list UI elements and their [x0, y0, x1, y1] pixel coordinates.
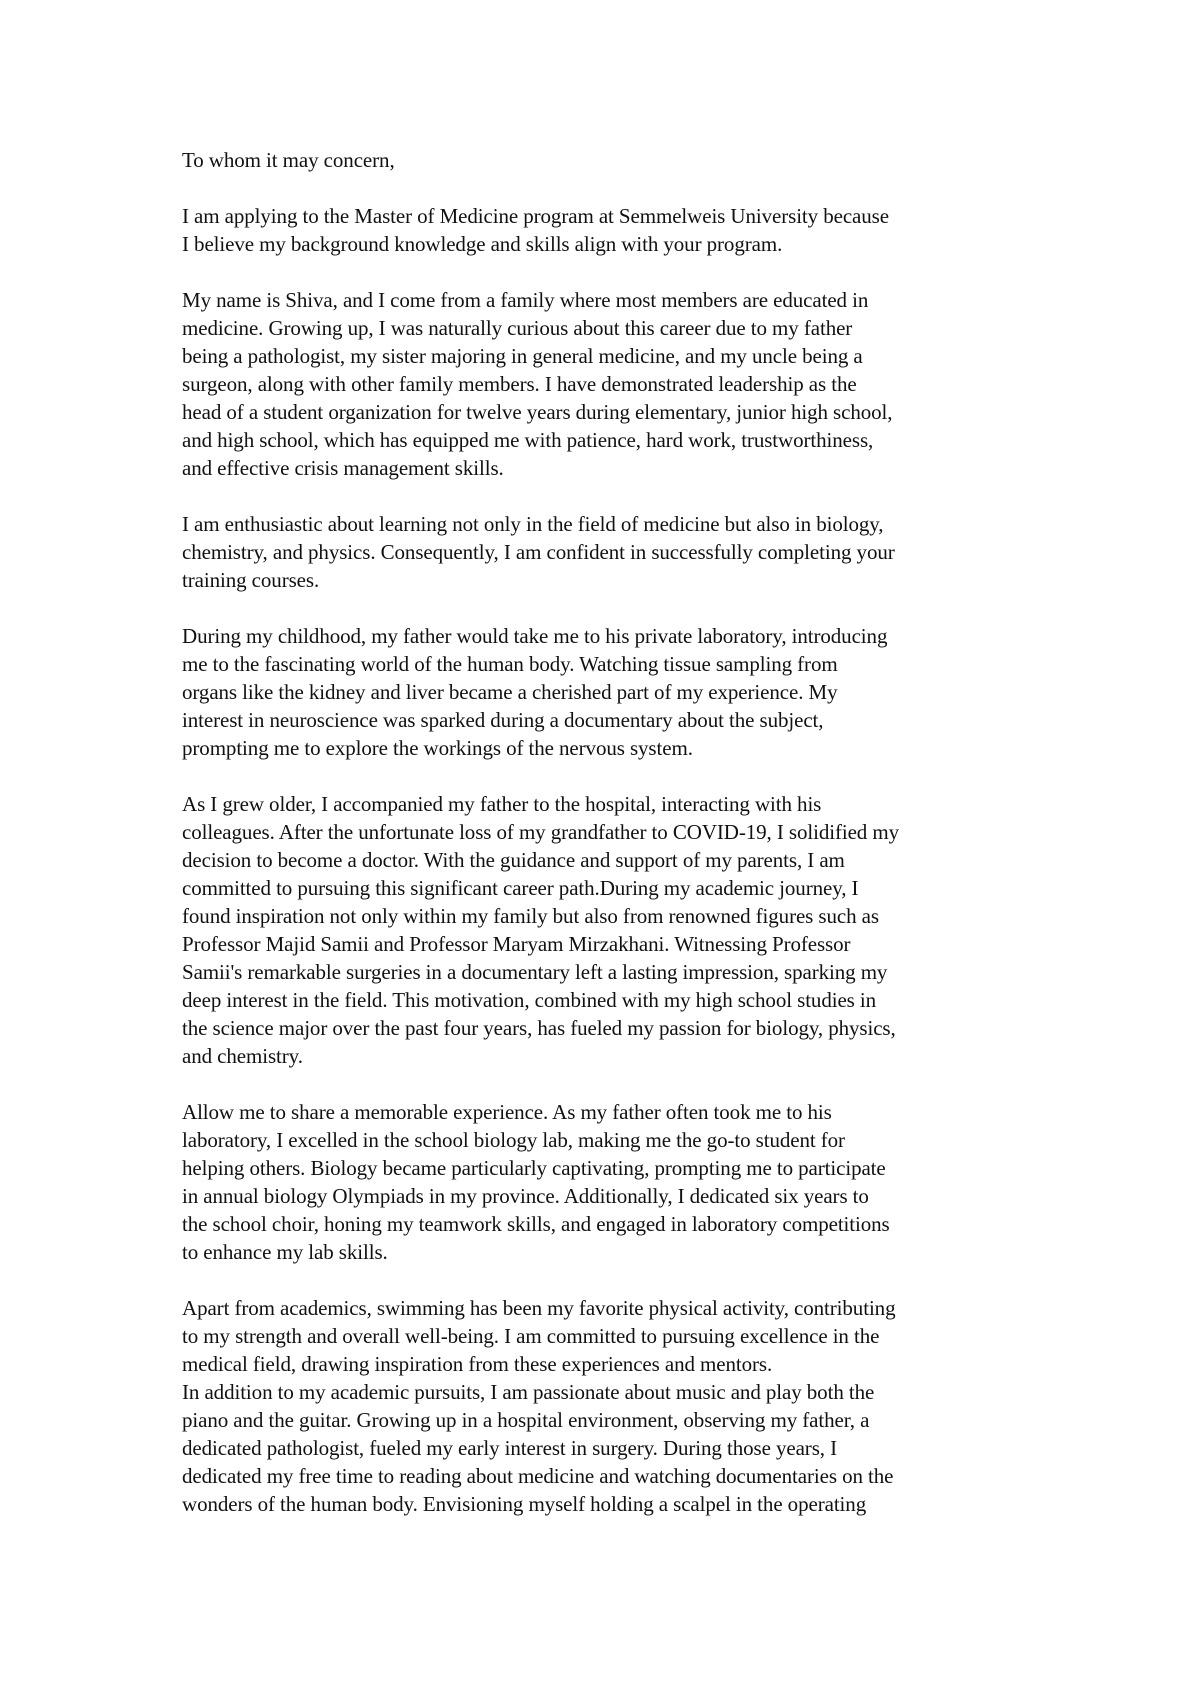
text-line: Professor Majid Samii and Professor Maryam Mirzakhani. Witnessing Professor — [182, 932, 851, 956]
text-line: I am applying to the Master of Medicine program at Semmelweis University because — [182, 204, 889, 228]
text-line: the science major over the past four years, has fueled my passion for biology, physics, — [182, 1016, 896, 1040]
paragraph — [182, 1294, 1042, 1518]
text-line: and chemistry. — [182, 1044, 303, 1068]
text-line: head of a student organization for twelve years during elementary, junior high school, — [182, 400, 893, 424]
text-line: the school choir, honing my teamwork skills, and engaged in laboratory competitions — [182, 1212, 890, 1236]
text-line: During my childhood, my father would take me to his private laboratory, introducing — [182, 624, 888, 648]
text-line: being a pathologist, my sister majoring in general medicine, and my uncle being a — [182, 344, 863, 368]
text-line: colleagues. After the unfortunate loss of my grandfather to COVID-19, I solidified my — [182, 820, 899, 844]
text-line: I am enthusiastic about learning not only in the field of medicine but also in biology, — [182, 512, 884, 536]
text-line: surgeon, along with other family members. I have demonstrated leadership as the — [182, 372, 857, 396]
text-line: In addition to my academic pursuits, I am passionate about music and play both the — [182, 1380, 875, 1404]
paragraph — [182, 790, 1042, 1070]
text-line: interest in neuroscience was sparked during a documentary about the subject, — [182, 708, 824, 732]
text-line: to enhance my lab skills. — [182, 1240, 388, 1264]
paragraph — [182, 1098, 1042, 1266]
text-line: committed to pursuing this significant career path.During my academic journey, I — [182, 876, 859, 900]
paragraph-gap — [182, 258, 1042, 286]
text-line: dedicated my free time to reading about medicine and watching documentaries on the — [182, 1464, 894, 1488]
text-line: organs like the kidney and liver became a cherished part of my experience. My — [182, 680, 838, 704]
paragraph — [182, 286, 1042, 482]
text-line: decision to become a doctor. With the guidance and support of my parents, I am — [182, 848, 845, 872]
text-line: dedicated pathologist, fueled my early interest in surgery. During those years, I — [182, 1436, 837, 1460]
text-line: to my strength and overall well-being. I am committed to pursuing excellence in the — [182, 1324, 880, 1348]
paragraph-gap — [182, 594, 1042, 622]
paragraph-gap — [182, 1070, 1042, 1098]
text-line: chemistry, and physics. Consequently, I am confident in successfully completing your — [182, 540, 895, 564]
text-line: me to the fascinating world of the human body. Watching tissue sampling from — [182, 652, 838, 676]
text-line: found inspiration not only within my family but also from renowned figures such as — [182, 904, 879, 928]
text-line: training courses. — [182, 568, 320, 592]
text-line: in annual biology Olympiads in my province. Additionally, I dedicated six years to — [182, 1184, 869, 1208]
text-line: prompting me to explore the workings of the nervous system. — [182, 736, 693, 760]
text-line: wonders of the human body. Envisioning myself holding a scalpel in the operating — [182, 1492, 867, 1516]
paragraph-gap — [182, 174, 1042, 202]
paragraph — [182, 622, 1042, 762]
text-line: laboratory, I excelled in the school biology lab, making me the go-to student for — [182, 1128, 845, 1152]
text-line: helping others. Biology became particularly captivating, prompting me to participate — [182, 1156, 886, 1180]
text-line: medicine. Growing up, I was naturally curious about this career due to my father — [182, 316, 853, 340]
text-line: My name is Shiva, and I come from a family where most members are educated in — [182, 288, 869, 312]
paragraph — [182, 510, 1042, 594]
text-line: Samii's remarkable surgeries in a documentary left a lasting impression, sparking my — [182, 960, 888, 984]
letter-body — [182, 146, 1042, 1518]
paragraph-gap — [182, 762, 1042, 790]
text-line: deep interest in the field. This motivation, combined with my high school studies in — [182, 988, 877, 1012]
paragraph-gap — [182, 482, 1042, 510]
text-line: Allow me to share a memorable experience. As my father often took me to his — [182, 1100, 832, 1124]
text-line: and high school, which has equipped me with patience, hard work, trustworthiness, — [182, 428, 874, 452]
text-line: piano and the guitar. Growing up in a hospital environment, observing my father, a — [182, 1408, 870, 1432]
paragraph-gap — [182, 1266, 1042, 1294]
text-line: and effective crisis management skills. — [182, 456, 504, 480]
text-line: I believe my background knowledge and skills align with your program. — [182, 232, 783, 256]
paragraph — [182, 202, 1042, 258]
text-line: As I grew older, I accompanied my father to the hospital, interacting with his — [182, 792, 822, 816]
text-line: Apart from academics, swimming has been my favorite physical activity, contributing — [182, 1296, 896, 1320]
salutation: To whom it may concern, — [182, 148, 395, 172]
text-line: medical field, drawing inspiration from these experiences and mentors. — [182, 1352, 773, 1376]
